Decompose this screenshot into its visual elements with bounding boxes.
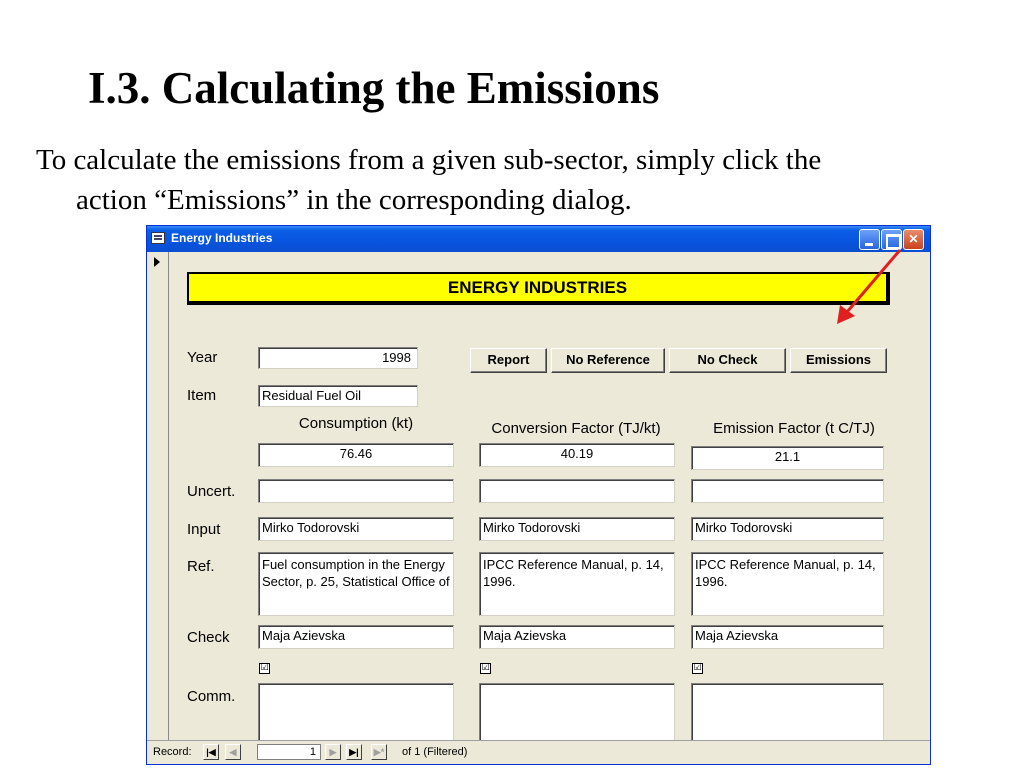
column-header-conversion: Conversion Factor (TJ/kt) [491,420,661,437]
emission-factor-uncert-field[interactable] [691,479,884,503]
record-selector[interactable] [147,252,169,740]
instruction-line-1: To calculate the emissions from a given sub-sector, simply click the [36,144,822,176]
slide-title: I.3. Calculating the Emissions [88,63,660,113]
item-field[interactable]: Residual Fuel Oil [258,385,418,407]
emission-factor-comm-field[interactable] [691,683,884,747]
record-selector-icon [154,257,160,267]
form-banner: ENERGY INDUSTRIES [187,272,890,305]
consumption-value-field[interactable]: 76.46 [258,443,454,467]
column-header-emission-factor: Emission Factor (t C/TJ) [713,420,875,437]
no-check-button[interactable]: No Check [669,348,786,373]
emission-factor-checked-checkbox[interactable]: ☑ [693,663,702,673]
maximize-icon[interactable] [881,229,902,250]
conversion-comm-field[interactable] [479,683,675,747]
window-titlebar[interactable] [147,226,930,252]
record-label: Record: [153,746,192,758]
column-header-consumption: Consumption (kt) [298,415,414,432]
record-navigation-bar [147,740,930,764]
label-ref: Ref. [187,558,215,575]
label-comm: Comm. [187,688,236,705]
conversion-ref-field[interactable]: IPCC Reference Manual, p. 14, 1996. [479,552,675,616]
label-check: Check [187,629,230,646]
last-record-icon[interactable]: ▶| [346,744,362,760]
consumption-checked-checkbox[interactable]: ☑ [260,663,269,673]
conversion-uncert-field[interactable] [479,479,675,503]
conversion-input-field[interactable]: Mirko Todorovski [479,517,675,541]
emission-factor-ref-field[interactable]: IPCC Reference Manual, p. 14, 1996. [691,552,884,616]
first-record-icon[interactable]: |◀ [203,744,219,760]
year-field[interactable]: 1998 [258,347,418,369]
label-item: Item [187,387,217,404]
consumption-ref-field[interactable]: Fuel consumption in the Energy Sector, p. 25, Statistical Office of [258,552,454,616]
emissions-button[interactable]: Emissions [790,348,887,373]
close-icon[interactable]: ✕ [903,229,924,250]
emission-factor-check-field[interactable]: Maja Azievska [691,625,884,649]
consumption-uncert-field[interactable] [258,479,454,503]
new-record-icon[interactable]: ▶* [371,744,387,760]
record-number-field[interactable]: 1 [257,744,321,760]
previous-record-icon[interactable]: ◀ [225,744,241,760]
no-reference-button[interactable]: No Reference [551,348,665,373]
report-button[interactable]: Report [470,348,547,373]
label-input: Input [187,521,221,538]
label-year: Year [187,349,218,366]
instruction-line-2: action “Emissions” in the corresponding dialog. [76,184,632,216]
consumption-check-field[interactable]: Maja Azievska [258,625,454,649]
slide-instruction [36,140,996,220]
consumption-comm-field[interactable] [258,683,454,747]
next-record-icon[interactable]: ▶ [325,744,341,760]
emission-factor-input-field[interactable]: Mirko Todorovski [691,517,884,541]
energy-industries-window [146,225,931,765]
record-count: of 1 (Filtered) [402,746,468,758]
form-icon [151,232,165,244]
label-uncert: Uncert. [187,483,236,500]
consumption-input-field[interactable]: Mirko Todorovski [258,517,454,541]
conversion-checked-checkbox[interactable]: ☑ [481,663,490,673]
window-title: Energy Industries [171,231,273,245]
form-body [147,252,930,740]
conversion-value-field[interactable]: 40.19 [479,443,675,467]
conversion-check-field[interactable]: Maja Azievska [479,625,675,649]
minimize-icon[interactable] [859,229,880,250]
emission-factor-value-field[interactable]: 21.1 [691,446,884,470]
